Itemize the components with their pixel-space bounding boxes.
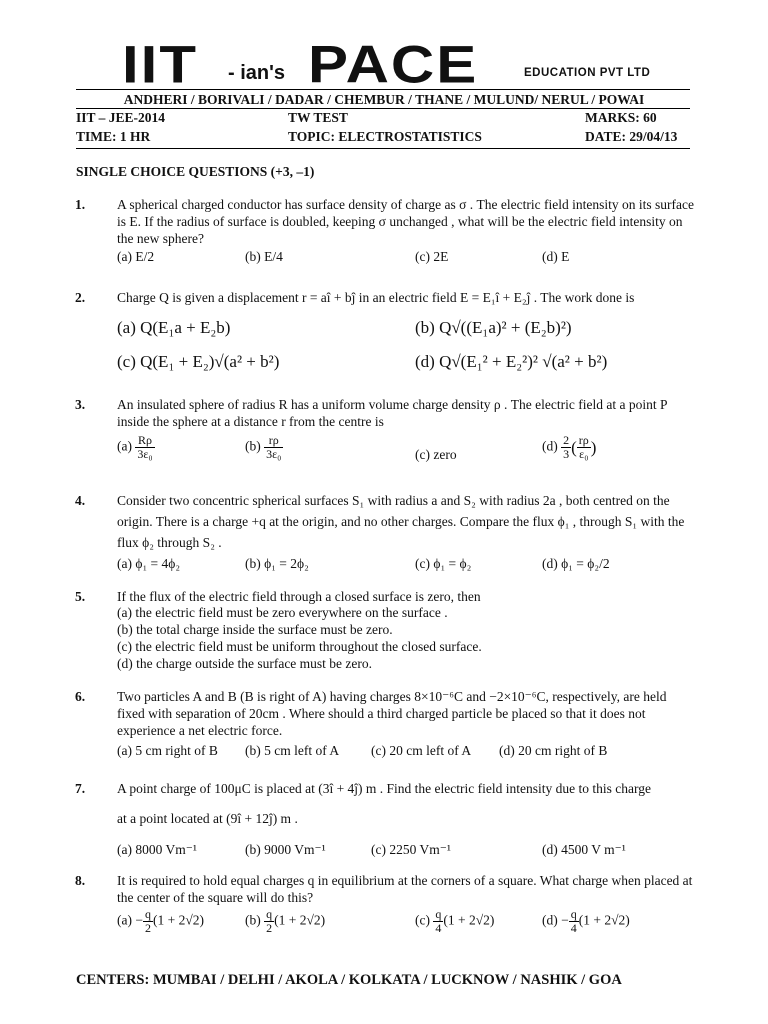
option-d: (d) 20 cm right of B bbox=[499, 743, 608, 758]
question-number: 2. bbox=[75, 290, 86, 305]
option-c: (c) ϕ₁ = ϕ₂ bbox=[415, 556, 472, 571]
factor: (1 + 2√2) bbox=[443, 912, 495, 928]
question-text: Charge Q is given a displacement r = aî + bĵ in an electric field E = E₁î + E₂ĵ . The work done is bbox=[117, 290, 635, 305]
option-a: (a) 5 cm right of B bbox=[117, 743, 218, 758]
option-d: (d) ϕ₁ = ϕ₂/2 bbox=[542, 556, 610, 571]
question-text: A point charge of 100μC is placed at (3î + 4ĵ) m . Find the electric field intensity due to this charge bbox=[117, 781, 651, 796]
option-b: (b) bbox=[245, 912, 261, 928]
logo-iit: IIT bbox=[122, 34, 198, 94]
option-c: (c) Q(E₁ + E₂)√(a² + b²) bbox=[117, 352, 280, 371]
fraction-denominator: 3ε₀ bbox=[137, 447, 153, 461]
exam-name: IIT – JEE-2014 bbox=[76, 110, 166, 125]
fraction-denominator: 3 bbox=[563, 447, 570, 461]
option-c: (c) bbox=[415, 912, 430, 928]
marks: MARKS: 60 bbox=[585, 110, 657, 125]
fraction-denominator: ε₀ bbox=[579, 447, 589, 461]
option-d: (d) Q√(E₁² + E₂²)² √(a² + b²) bbox=[415, 352, 608, 371]
fraction-numerator: q bbox=[435, 907, 442, 921]
option-a: (a) 8000 Vm⁻¹ bbox=[117, 842, 197, 857]
question-number: 5. bbox=[75, 589, 86, 604]
fraction-numerator: q bbox=[144, 907, 151, 921]
option-a: (a) bbox=[117, 912, 132, 928]
fraction-numerator: 2 bbox=[563, 433, 570, 447]
option-b: (b) 5 cm left of A bbox=[245, 743, 340, 758]
fraction-denominator: 4 bbox=[435, 921, 442, 935]
fraction-denominator: 4 bbox=[570, 921, 577, 935]
question-text: An insulated sphere of radius R has a uniform volume charge density ρ . The electric field at a point P inside the sphere at a distance r from the centre is bbox=[117, 397, 667, 429]
list-item: (b) the total charge inside the surface must be zero. bbox=[117, 622, 393, 637]
option-d: (d) bbox=[542, 438, 558, 454]
fraction-denominator: 2 bbox=[266, 921, 273, 935]
date: DATE: 29/04/13 bbox=[585, 129, 678, 144]
fraction-denominator: 3ε₀ bbox=[266, 447, 282, 461]
logo-pace: PACE bbox=[308, 34, 479, 94]
question-number: 3. bbox=[75, 397, 86, 412]
question-number: 4. bbox=[75, 493, 86, 508]
factor: (1 + 2√2) bbox=[152, 912, 204, 928]
branch-list: ANDHERI / BORIVALI / DADAR / CHEMBUR / THANE / MULUND/ NERUL / POWAI bbox=[123, 92, 645, 107]
question-number: 1. bbox=[75, 197, 86, 212]
option-c: (c) 2250 Vm⁻¹ bbox=[371, 842, 451, 857]
question-text: If the flux of the electric field through a closed surface is zero, then bbox=[117, 589, 481, 604]
list-item: (d) the charge outside the surface must be zero. bbox=[117, 656, 373, 671]
question-number: 7. bbox=[75, 781, 86, 796]
fraction-numerator: q bbox=[266, 907, 273, 921]
list-item: (c) the electric field must be uniform throughout the closed surface. bbox=[117, 639, 482, 654]
question-text: Two particles A and B (B is right of A) having charges 8×10⁻⁶C and −2×10⁻⁶C, respectively, are held fixed with separation of 20cm . Where should a third charged particle be placed so that it does not experience a net electric force. bbox=[117, 689, 667, 738]
divider bbox=[76, 108, 690, 109]
option-a: (a) ϕ₁ = 4ϕ₂ bbox=[117, 556, 181, 571]
fraction-denominator: 2 bbox=[144, 921, 151, 935]
option-b: (b) E/4 bbox=[245, 249, 283, 264]
logo-company: EDUCATION PVT LTD bbox=[524, 67, 651, 79]
option-d: (d) bbox=[542, 912, 558, 928]
question-text: Consider two concentric spherical surfaces S₁ with radius a and S₂ with radius 2a , both centred on the origin. There is a charge +q at the origin, and no other charges. Compare the flux ϕ₁ , through S₁ with the flux ϕ₂ through S₂ . bbox=[117, 493, 685, 550]
divider bbox=[76, 148, 690, 149]
sign: − bbox=[561, 912, 569, 928]
option-b: (b) bbox=[245, 438, 261, 454]
option-a: (a) bbox=[117, 438, 132, 454]
fraction-numerator: q bbox=[570, 907, 577, 921]
option-d: (d) 4500 V m⁻¹ bbox=[542, 842, 626, 857]
question-text: at a point located at (9î + 12ĵ) m . bbox=[117, 811, 298, 826]
option-c: (c) 2E bbox=[415, 249, 449, 264]
option-c: (c) zero bbox=[415, 447, 457, 462]
fraction-numerator: rρ bbox=[578, 433, 589, 447]
factor: (1 + 2√2) bbox=[274, 912, 326, 928]
fraction-numerator: rρ bbox=[264, 434, 283, 448]
question-text: It is required to hold equal charges q in equilibrium at the corners of a square. What charge when placed at the center of the square will do this? bbox=[117, 873, 693, 905]
question-number: 8. bbox=[75, 873, 86, 888]
option-d: (d) E bbox=[542, 249, 570, 264]
test-name: TW TEST bbox=[288, 110, 348, 125]
time: TIME: 1 HR bbox=[76, 129, 151, 144]
option-a: (a) E/2 bbox=[117, 249, 155, 264]
list-item: (a) the electric field must be zero everywhere on the surface . bbox=[117, 605, 448, 620]
option-b: (b) Q√((E₁a)² + (E₂b)²) bbox=[415, 318, 572, 337]
logo-ians: - ian's bbox=[228, 62, 285, 84]
factor: (1 + 2√2) bbox=[578, 912, 630, 928]
option-b: (b) 9000 Vm⁻¹ bbox=[245, 842, 326, 857]
divider bbox=[76, 89, 690, 90]
section-title: SINGLE CHOICE QUESTIONS (+3, –1) bbox=[76, 164, 315, 179]
fraction-numerator: Rρ bbox=[135, 434, 154, 448]
question-number: 6. bbox=[75, 689, 86, 704]
option-b: (b) ϕ₁ = 2ϕ₂ bbox=[245, 556, 309, 571]
option-a: (a) Q(E₁a + E₂b) bbox=[117, 318, 231, 337]
centers-footer: CENTERS: MUMBAI / DELHI / AKOLA / KOLKATA / LUCKNOW / NASHIK / GOA bbox=[76, 972, 622, 988]
option-c: (c) 20 cm left of A bbox=[371, 743, 472, 758]
sign: − bbox=[135, 912, 143, 928]
topic: TOPIC: ELECTROSTATISTICS bbox=[288, 129, 482, 144]
question-text: A spherical charged conductor has surface density of charge as σ . The electric field intensity on its surface is E. If the radius of surface is doubled, keeping σ unchanged , what will be the electric field intensity on the new sphere? bbox=[117, 197, 694, 246]
